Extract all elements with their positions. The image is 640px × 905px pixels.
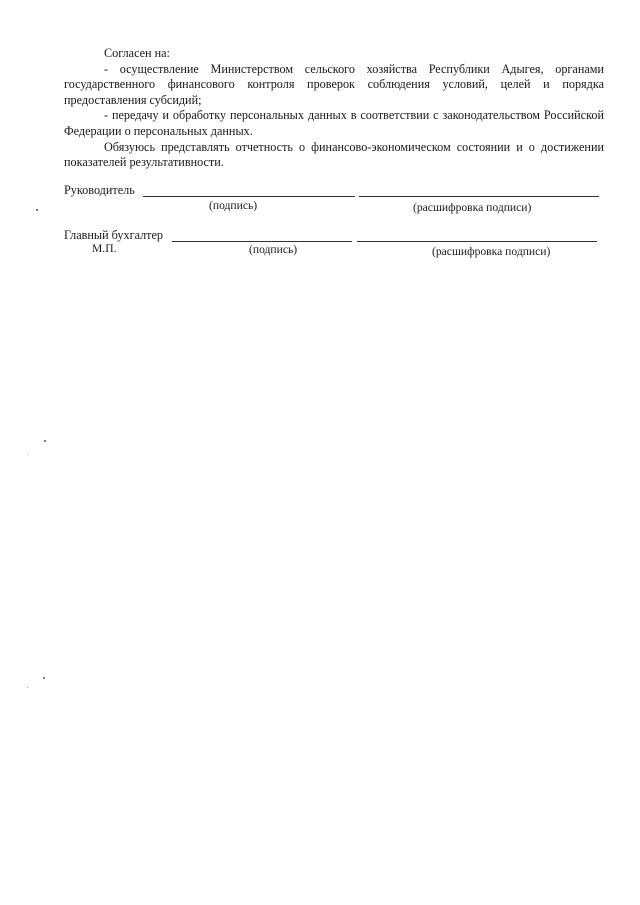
scan-speck [43,677,45,679]
scan-speck [36,209,38,211]
consent-item-inspections: - осуществление Министерством сельского хозяйства Республики Адыгея, органами государственного финансового контроля проверок соблюдения условий, целей и порядка предоставления субсидий; [64,61,604,107]
consent-heading: Согласен на: [104,46,170,60]
accountant-decoding-caption: (расшифровка подписи) [432,245,551,258]
accountant-signature-line [172,241,352,242]
consent-item-personal-data: - передачу и обработку персональных данных в соответствии с законодательством Российской Федерации о персональных данных. [64,108,604,138]
accountant-signature-caption: (подпись) [249,243,298,256]
head-decoding-line [359,196,599,197]
head-signature-caption: (подпись) [209,199,258,212]
consent-text-block [64,46,604,171]
accountant-signature-label: Главный бухгалтер [64,228,164,242]
scan-speck [44,440,46,442]
head-signature-label: Руководитель [64,183,135,197]
head-signature-line [143,196,355,197]
stamp-label: М.П. [92,242,117,255]
scan-speck [27,687,28,688]
scan-speck [28,454,29,455]
head-decoding-caption: (расшифровка подписи) [413,201,532,214]
obligation-statement: Обязуюсь представлять отчетность о финансово-экономическом состоянии и о достижении показателей результативности. [64,139,604,170]
accountant-decoding-line [357,241,597,242]
